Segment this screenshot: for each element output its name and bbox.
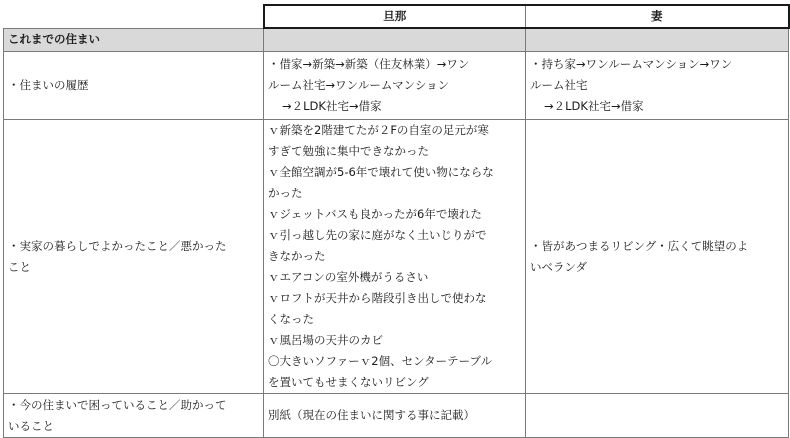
cell-line: いベランダ (530, 259, 588, 274)
cell-line: ｖ新築を2階建てたが２Fの自室の足元が寒 (268, 123, 489, 137)
cell-line: くなった (268, 312, 314, 326)
cell-line: ルーム社宅→ワンルームマンション (268, 78, 450, 92)
cell-line: ・皆があつまるリビング・広くて眺望のよ (530, 238, 749, 253)
cell-line: ・借家→新築→新築（住友林業）→ワン (268, 57, 470, 71)
table-row (4, 52, 789, 120)
cell-line: かった (268, 186, 303, 200)
column-header-wife[interactable]: 妻 (526, 5, 789, 28)
wife-cell[interactable] (526, 120, 789, 394)
cell-line: ・実家の暮らしでよかったこと／悪かった (8, 238, 227, 253)
column-header-husband[interactable]: 旦那 (264, 5, 526, 28)
cell-line: すぎて勉強に集中できなかった (268, 144, 429, 158)
husband-cell[interactable] (264, 52, 526, 120)
cell-line: 別紙（現在の住まいに関する事に記載） (268, 408, 475, 422)
cell-line: を置いてもせまくないリビング (268, 375, 429, 389)
cell-line: こと (8, 259, 31, 274)
cell-line: ルーム社宅 (530, 78, 588, 92)
cell-line: いること (8, 418, 54, 433)
cell-line: ｖジェットバスも良かったが6年で壊れた (268, 207, 482, 221)
cell-line: →２LDK社宅→借家 (282, 99, 382, 113)
husband-cell[interactable] (264, 394, 526, 438)
cell-line: ・今の住まいで困っていること／助かって (8, 397, 227, 412)
corner-cell (4, 5, 264, 28)
housing-history-table (3, 4, 790, 438)
section-cell-husband[interactable] (264, 28, 526, 52)
row-label[interactable] (4, 120, 264, 394)
table-row (4, 120, 789, 394)
cell-line: ｖ風呂場の天井のカビ (268, 333, 383, 347)
cell-line: ｖ引っ越し先の家に庭がなく土いじりがで (268, 228, 487, 242)
cell-line: ・住まいの履歴 (8, 78, 89, 92)
cell-line: →２LDK社宅→借家 (544, 99, 644, 113)
cell-line: きなかった (268, 249, 326, 263)
husband-cell[interactable] (264, 120, 526, 394)
cell-line: ｖエアコンの室外機がうるさい (268, 270, 429, 284)
section-row (4, 28, 789, 52)
cell-line: ｖ全館空調が5-6年で壊れて使い物にならな (268, 165, 494, 179)
cell-line: 〇大きいソファーｖ2個、センターテーブル (268, 354, 493, 368)
cell-line: ｖロフトが天井から階段引き出しで使わな (268, 291, 487, 305)
row-label[interactable] (4, 394, 264, 438)
wife-cell[interactable] (526, 394, 789, 438)
header-row (4, 5, 789, 28)
section-title[interactable]: これまでの住まい (4, 28, 264, 52)
table-row (4, 394, 789, 438)
cell-line: ・持ち家→ワンルームマンション→ワン (530, 57, 733, 71)
row-label[interactable] (4, 52, 264, 120)
wife-cell[interactable] (526, 52, 789, 120)
section-cell-wife[interactable] (526, 28, 789, 52)
